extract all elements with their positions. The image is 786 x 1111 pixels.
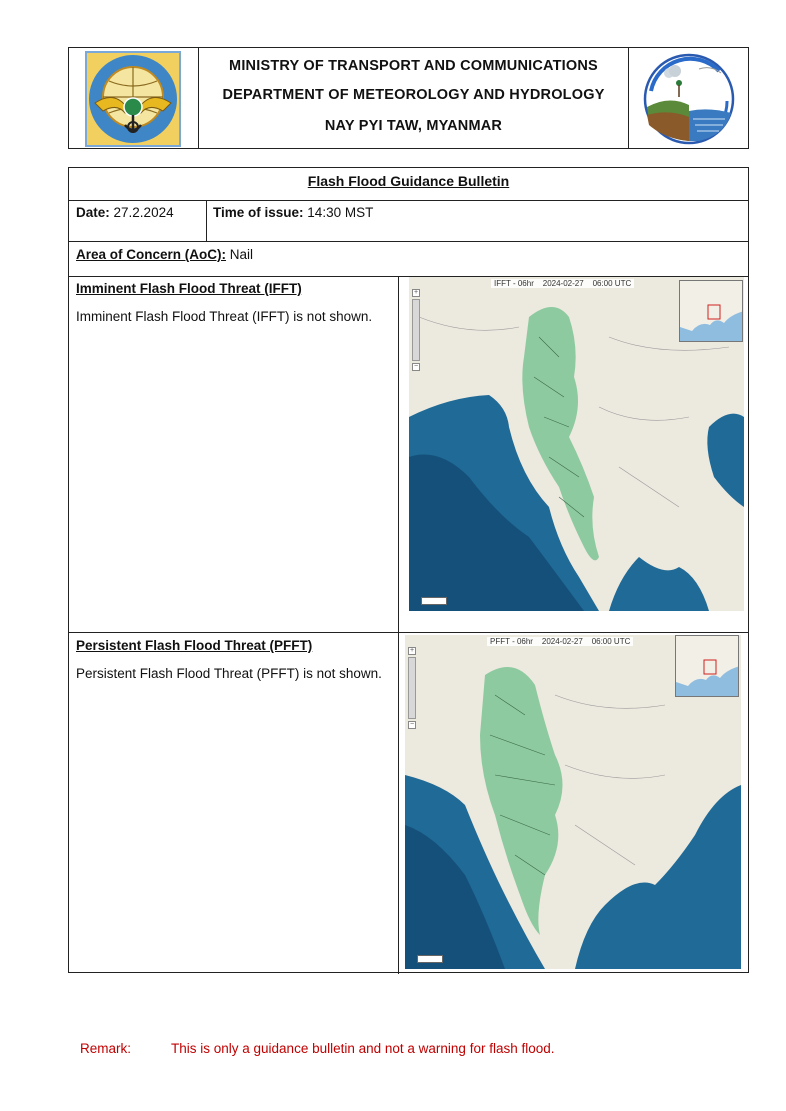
ifft-heading: Imminent Flash Flood Threat (IFFT) xyxy=(76,281,302,296)
location-name: NAY PYI TAW, MYANMAR xyxy=(324,118,503,134)
map-date-label: 2024-02-27 xyxy=(542,279,584,288)
time-value: 14:30 MST xyxy=(307,205,374,220)
pfft-map[interactable] xyxy=(405,635,741,969)
left-logo-cell xyxy=(69,48,199,148)
bulletin-title: Flash Flood Guidance Bulletin xyxy=(307,173,510,189)
water-cycle-icon xyxy=(639,51,739,147)
area-of-concern-field xyxy=(76,247,253,262)
table-divider xyxy=(69,241,748,242)
time-of-issue-field xyxy=(213,205,373,220)
time-label: Time of issue: xyxy=(213,205,304,220)
letterhead-text xyxy=(199,48,628,148)
ifft-map[interactable] xyxy=(409,277,744,611)
map-product-label: PFFT - 06hr xyxy=(490,637,533,646)
map-date-label: 2024-02-27 xyxy=(541,637,583,646)
letterhead xyxy=(68,47,749,149)
aoc-value: Nail xyxy=(229,247,254,262)
remark-text: This is only a guidance bulletin and not a warning for flash flood. xyxy=(171,1041,555,1056)
pfft-map-caption xyxy=(487,637,633,646)
zoom-in-button[interactable]: + xyxy=(413,289,419,296)
zoom-out-button[interactable]: − xyxy=(409,721,415,728)
zoom-in-button[interactable]: + xyxy=(409,647,415,654)
locator-inset-map[interactable] xyxy=(679,280,743,342)
date-field xyxy=(76,205,174,220)
table-divider xyxy=(398,276,399,974)
aoc-label: Area of Concern (AoC): xyxy=(76,247,227,262)
zoom-out-button[interactable]: − xyxy=(413,363,419,370)
table-divider xyxy=(69,200,748,201)
department-name: DEPARTMENT OF METEOROLOGY AND HYDROLOGY xyxy=(222,87,605,103)
map-product-label: IFFT - 06hr xyxy=(494,279,534,288)
table-divider xyxy=(206,200,207,241)
table-divider xyxy=(69,632,748,633)
remark-label: Remark: xyxy=(80,1041,132,1056)
zoom-slider[interactable] xyxy=(412,299,420,361)
ministry-name: MINISTRY OF TRANSPORT AND COMMUNICATIONS xyxy=(229,58,598,74)
right-logo-cell xyxy=(628,48,748,148)
ifft-description: Imminent Flash Flood Threat (IFFT) is not shown. xyxy=(76,309,373,324)
zoom-slider[interactable] xyxy=(408,657,416,719)
date-value: 27.2.2024 xyxy=(113,205,174,220)
pfft-heading: Persistent Flash Flood Threat (PFFT) xyxy=(76,638,313,653)
scale-bar xyxy=(417,955,443,963)
date-label: Date: xyxy=(76,205,110,220)
scale-bar xyxy=(421,597,447,605)
ifft-map-caption xyxy=(491,279,634,288)
pfft-description: Persistent Flash Flood Threat (PFFT) is not shown. xyxy=(76,666,382,681)
map-time-label: 06:00 UTC xyxy=(591,637,631,646)
inset-map-graphic xyxy=(680,281,743,342)
ministry-emblem-icon xyxy=(85,51,181,147)
map-time-label: 06:00 UTC xyxy=(592,279,632,288)
locator-inset-map[interactable] xyxy=(675,635,739,697)
inset-map-graphic xyxy=(676,636,739,697)
